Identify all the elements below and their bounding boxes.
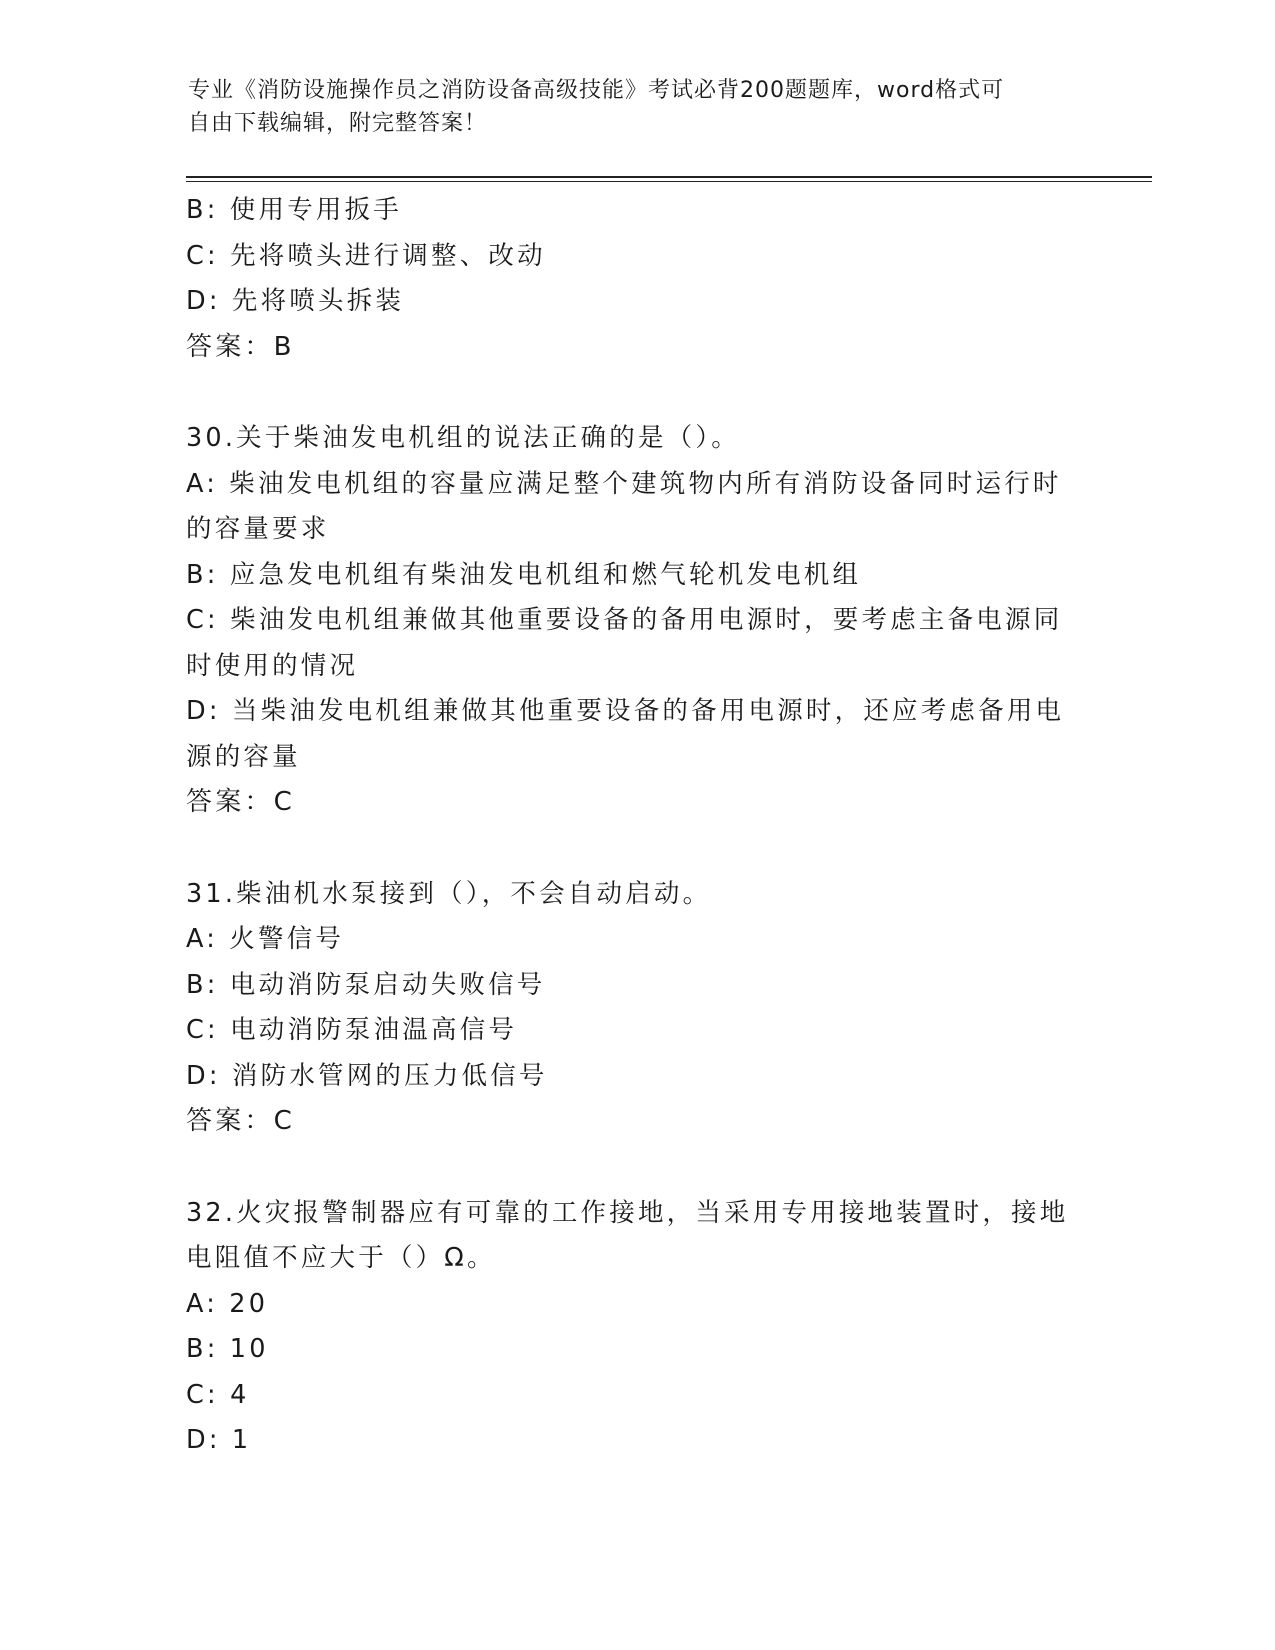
spacer bbox=[186, 1145, 1086, 1191]
q31-option-c: C: 电动消防泵油温高信号 bbox=[186, 1015, 518, 1045]
q32-option-c: C: 4 bbox=[186, 1379, 250, 1410]
q32-question-line2: 电阻值不应大于（）Ω。 bbox=[186, 1243, 496, 1273]
q32-option-a: A: 20 bbox=[186, 1288, 269, 1319]
q31-question: 31.柴油机水泵接到（），不会自动启动。 bbox=[186, 878, 712, 909]
q30-question: 30.关于柴油发电机组的说法正确的是（）。 bbox=[186, 423, 741, 453]
q30-answer: 答案：C bbox=[186, 787, 295, 817]
header-rule-thick bbox=[186, 176, 1152, 178]
document-body bbox=[186, 188, 1086, 1464]
q31-option-d: D: 消防水管网的压力低信号 bbox=[186, 1060, 548, 1091]
header-line-2: 自由下载编辑，附完整答案！ bbox=[188, 111, 488, 136]
q30-option-d-line2: 源的容量 bbox=[186, 741, 301, 772]
q30-option-b: B: 应急发电机组有柴油发电机组和燃气轮机发电机组 bbox=[186, 559, 862, 590]
q31-answer: 答案：C bbox=[186, 1106, 295, 1136]
q31-option-b: B: 电动消防泵启动失败信号 bbox=[186, 969, 546, 1000]
q30-option-a-line1: A: 柴油发电机组的容量应满足整个建筑物内所有消防设备同时运行时 bbox=[186, 468, 1062, 499]
q29-option-b: B: 使用专用扳手 bbox=[186, 195, 402, 225]
q30-option-c-line2: 时使用的情况 bbox=[186, 650, 359, 681]
q32-option-b: B: 10 bbox=[186, 1334, 269, 1364]
header-line-1: 专业《消防设施操作员之消防设备高级技能》考试必背200题题库，word格式可 bbox=[188, 78, 1005, 103]
header-rule-thin bbox=[186, 181, 1152, 182]
spacer bbox=[186, 826, 1086, 872]
q30-option-c-line1: C: 柴油发电机组兼做其他重要设备的备用电源时，要考虑主备电源同 bbox=[186, 605, 1063, 635]
q29-answer: 答案：B bbox=[186, 331, 295, 362]
spacer bbox=[186, 370, 1086, 416]
q29-option-d: D: 先将喷头拆装 bbox=[186, 286, 405, 316]
document-header bbox=[188, 74, 1068, 140]
q32-question-line1: 32.火灾报警制器应有可靠的工作接地，当采用专用接地装置时，接地 bbox=[186, 1197, 1069, 1228]
q30-option-d-line1: D: 当柴油发电机组兼做其他重要设备的备用电源时，还应考虑备用电 bbox=[186, 696, 1065, 726]
q29-option-c: C: 先将喷头进行调整、改动 bbox=[186, 240, 546, 271]
q31-option-a: A: 火警信号 bbox=[186, 924, 345, 954]
q32-option-d: D: 1 bbox=[186, 1425, 252, 1455]
q30-option-a-line2: 的容量要求 bbox=[186, 514, 330, 544]
